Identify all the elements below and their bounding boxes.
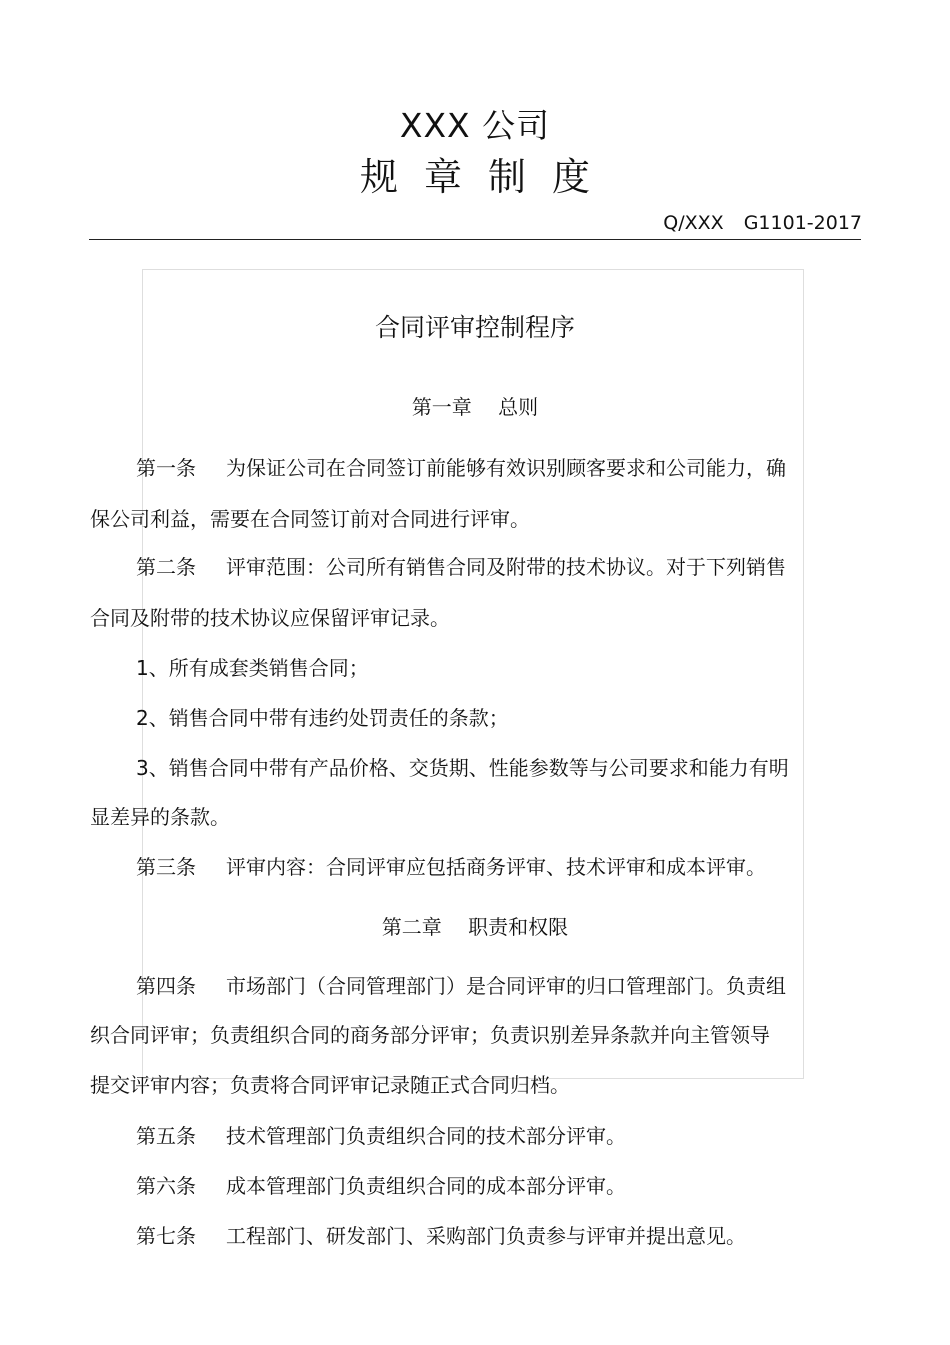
article-6-text-1: 成本管理部门负责组织合同的成本部分评审。: [226, 1174, 626, 1198]
article-5-label: 第五条: [136, 1124, 196, 1148]
article-7-line-1: [136, 1220, 746, 1249]
article-2-line-1: [136, 551, 786, 580]
article-4-line-3: 提交评审内容；负责将合同评审记录随正式合同归档。: [90, 1073, 570, 1097]
article-3-line-1: [136, 851, 766, 880]
list-item-2: 2、销售合同中带有违约处罚责任的条款；: [136, 706, 509, 730]
chapter-1-heading: 第一章 总则: [411, 395, 539, 419]
document-title: 合同评审控制程序: [374, 313, 575, 342]
article-3-text-1: 评审内容：合同评审应包括商务评审、技术评审和成本评审。: [226, 855, 766, 879]
article-2-line-2: 合同及附带的技术协议应保留评审记录。: [90, 606, 450, 630]
article-1-label: 第一条: [136, 456, 196, 480]
chapter-2-heading: 第二章 职责和权限: [381, 915, 569, 939]
article-2-label: 第二条: [136, 555, 196, 579]
company-name: XXX 公司: [399, 106, 551, 145]
list-item-1: 1、所有成套类销售合同；: [136, 656, 369, 680]
article-5-text-1: 技术管理部门负责组织合同的技术部分评审。: [226, 1124, 626, 1148]
header-rule: [89, 239, 861, 240]
article-7-text-1: 工程部门、研发部门、采购部门负责参与评审并提出意见。: [226, 1224, 746, 1248]
article-3-label: 第三条: [136, 855, 196, 879]
article-6-line-1: [136, 1170, 626, 1199]
article-4-line-2: 织合同评审；负责组织合同的商务部分评审；负责识别差异条款并向主管领导: [90, 1023, 770, 1047]
article-4-text-1: 市场部门（合同管理部门）是合同评审的归口管理部门。负责组: [226, 974, 786, 998]
article-1-line-1: [136, 452, 786, 481]
article-7-label: 第七条: [136, 1224, 196, 1248]
list-item-3-line-2: 显差异的条款。: [90, 805, 230, 829]
article-1-line-2: 保公司利益，需要在合同签订前对合同进行评审。: [90, 507, 530, 531]
article-2-text-1: 评审范围：公司所有销售合同及附带的技术协议。对于下列销售: [226, 555, 786, 579]
article-1-text-1: 为保证公司在合同签订前能够有效识别顾客要求和公司能力，确: [226, 456, 786, 480]
regulations-heading: 规章制度: [359, 155, 616, 199]
document-code: Q/XXX G1101-2017: [663, 212, 862, 234]
article-4-line-1: [136, 970, 786, 999]
list-item-3-line-1: 3、销售合同中带有产品价格、交货期、性能参数等与公司要求和能力有明: [136, 756, 789, 780]
article-5-line-1: [136, 1120, 626, 1149]
article-4-label: 第四条: [136, 974, 196, 998]
article-6-label: 第六条: [136, 1174, 196, 1198]
